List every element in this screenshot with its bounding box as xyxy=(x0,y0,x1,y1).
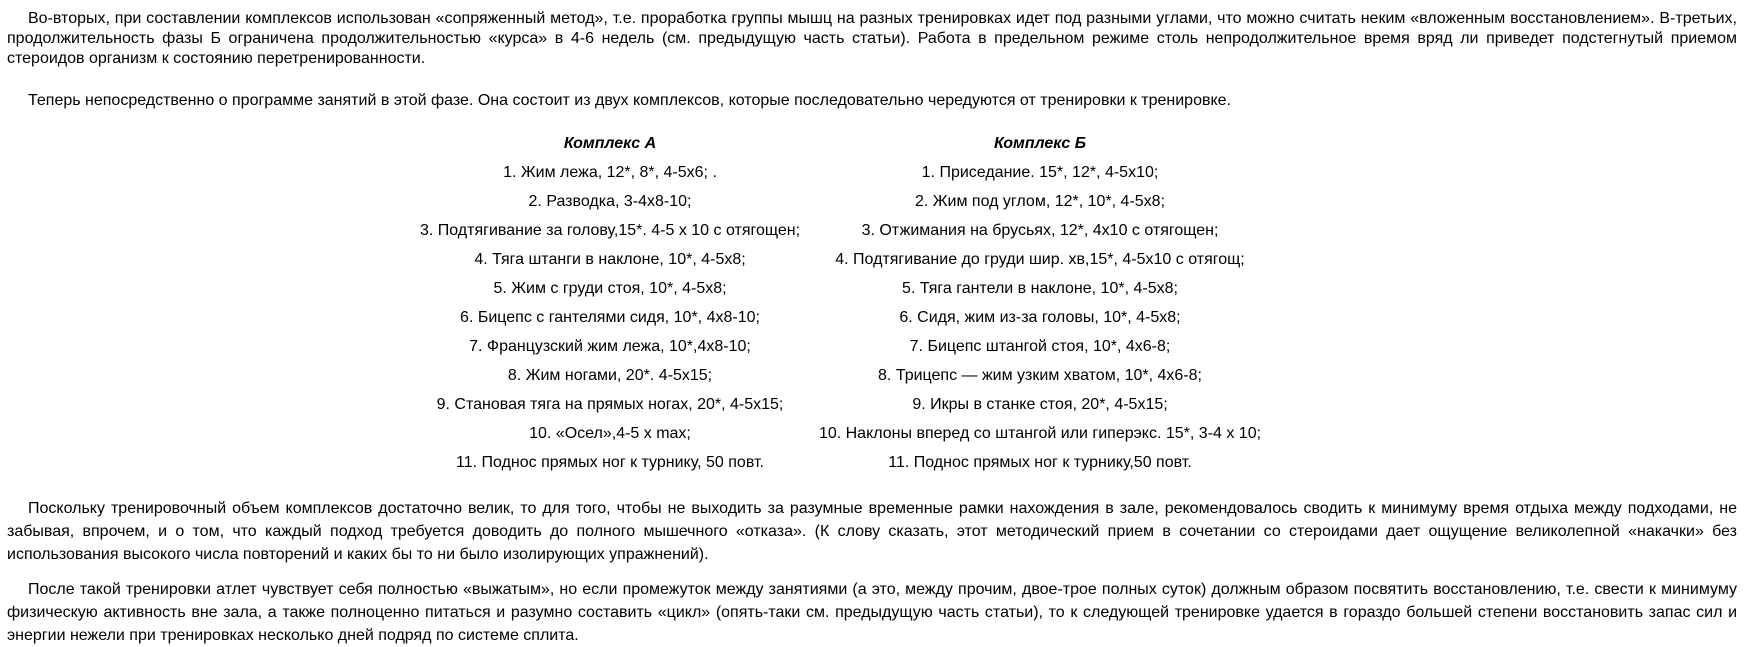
complex-a-title: Комплекс А xyxy=(563,135,657,152)
workout-complexes xyxy=(0,129,1744,477)
paragraph-recovery-note: После такой тренировки атлет чувствует себя полностью «выжатым», но если промежуток между занятиями (а это, между прочим, двое-трое полных суток) должным образом посвятить восстановлению, т.е. свести к минимуму физическую активность вне зала, а также полноценно питаться и разумно составить «цикл» (опять-таки см. предыдущую часть статьи), то к следующей тренировке удается в гораздо большей степени восстановить запас сил и энергии нежели при тренировках несколько дней подряд по системе сплита. xyxy=(7,581,1737,644)
complex-b-item: 11. Поднос прямых ног к турнику,50 повт. xyxy=(888,454,1192,471)
complex-b-title: Комплекс Б xyxy=(993,135,1087,152)
complex-a-item: 7. Французский жим лежа, 10*,4х8-10; xyxy=(469,338,751,355)
complex-a-item: 8. Жим ногами, 20*. 4-5х15; xyxy=(507,367,713,384)
paragraph-volume-note: Поскольку тренировочный объем комплексов достаточно велик, то для того, чтобы не выходить за разумные временные рамки нахождения в зале, рекомендовалось сводить к минимуму время отдыха между подходами, не забывая, впрочем, и о том, что каждый подход требуется доводить до полного мышечного «отказа». (К слову сказать, этот методический прием в сочетании со стероидами дает ощущение великолепной «накачки» без использования высокого числа повторений и каких бы то ни было изолирующих упражнений). xyxy=(7,500,1737,563)
complex-a-item: 9. Становая тяга на прямых ногах, 20*, 4-5х15; xyxy=(436,396,784,413)
complex-b-item: 7. Бицепс штангой стоя, 10*, 4х6-8; xyxy=(909,338,1171,355)
complex-b-item: 5. Тяга гантели в наклоне, 10*, 4-5х8; xyxy=(902,280,1178,297)
complex-a-item: 11. Поднос прямых ног к турнику, 50 повт. xyxy=(456,454,764,471)
complex-a-item: 10. «Осел»,4-5 х max; xyxy=(529,425,691,442)
complex-a-item: 6. Бицепс с гантелями сидя, 10*, 4х8-10; xyxy=(460,309,760,326)
complex-b-item: 6. Сидя, жим из-за головы, 10*, 4-5х8; xyxy=(899,309,1181,326)
complex-b-item: 9. Икры в станке стоя, 20*, 4-5х15; xyxy=(912,396,1168,413)
complex-a-item: 2. Разводка, 3-4х8-10; xyxy=(528,193,692,210)
complex-b-item: 2. Жим под углом, 12*, 10*, 4-5х8; xyxy=(914,193,1166,210)
paragraph-conjugate-method: Во-вторых, при составлении комплексов использован «сопряженный метод», т.е. проработка группы мышц на разных тренировках идет под разными углами, что можно считать неким «вложенным восстановлением». В-третьих, продолжительность фазы Б ограничена продолжительностью «курса» в 4-6 недель (см. предыдущую часть статьи). Работа в предельном режиме столь непродолжительное время вряд ли приведет подстегнутый приемом стероидов организм к состоянию перетренированности. xyxy=(7,10,1737,67)
complex-a-item: 4. Тяга штанги в наклоне, 10*, 4-5х8; xyxy=(474,251,746,268)
complex-b-item: 4. Подтягивание до груди шир. хв,15*, 4-5х10 с отягощ; xyxy=(835,251,1245,268)
complex-b-column xyxy=(750,129,1330,477)
paragraph-program-intro: Теперь непосредственно о программе занятий в этой фазе. Она состоит из двух комплексов, которые последовательно чередуются от тренировки к тренировке. xyxy=(28,92,1231,109)
complex-b-item: 1. Приседание. 15*, 12*, 4-5х10; xyxy=(921,164,1159,181)
complex-a-item: 1. Жим лежа, 12*, 8*, 4-5х6; . xyxy=(503,164,717,181)
complex-b-item: 8. Трицепс — жим узким хватом, 10*, 4х6-8; xyxy=(878,367,1202,384)
complex-b-item: 10. Наклоны вперед со штангой или гиперэкс. 15*, 3-4 х 10; xyxy=(818,425,1262,442)
complex-a-item: 5. Жим с груди стоя, 10*, 4-5х8; xyxy=(493,280,727,297)
complex-a-item: 3. Подтягивание за голову,15*. 4-5 х 10 с отягощен; xyxy=(419,222,801,239)
complex-b-item: 3. Отжимания на брусьях, 12*, 4х10 с отягощен; xyxy=(861,222,1219,239)
